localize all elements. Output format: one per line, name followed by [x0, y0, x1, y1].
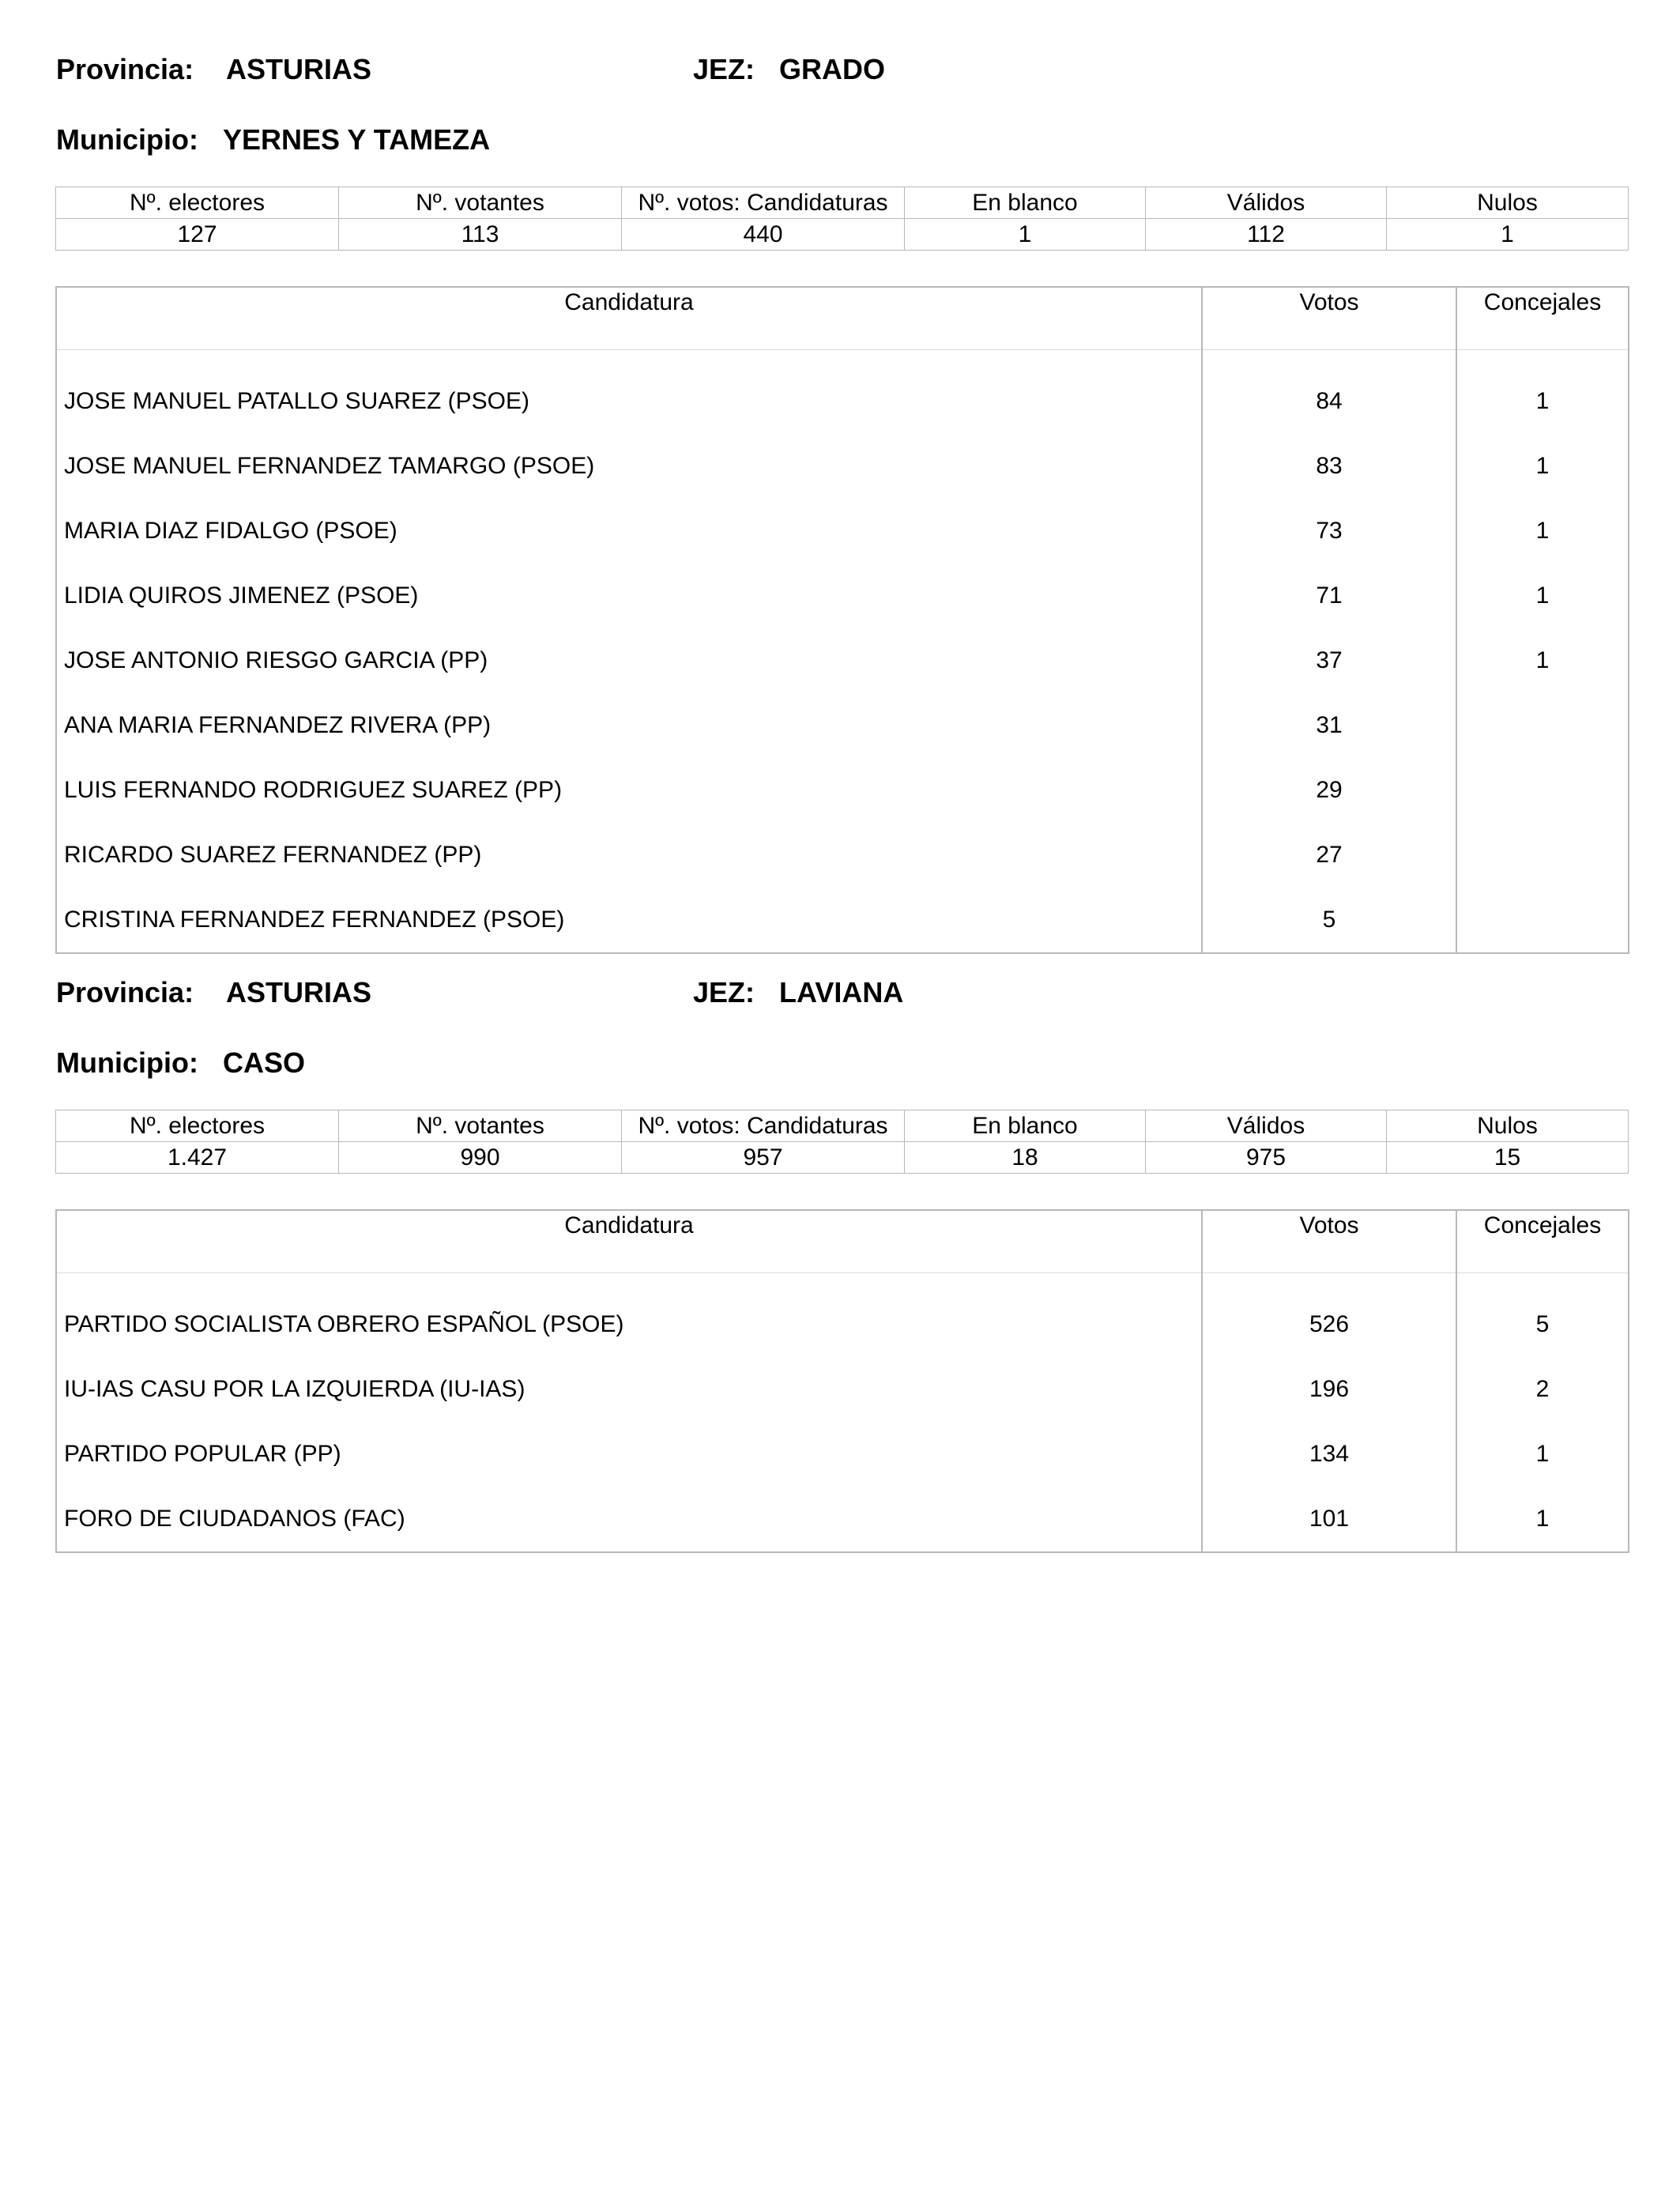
summary-value-cell: 127: [56, 219, 339, 251]
summary-value-cell: 1.427: [56, 1142, 339, 1174]
summary-header-cell: Nº. votantes: [339, 1110, 622, 1142]
spacer-row: [56, 1273, 1629, 1293]
candidate-concejales: 2: [1456, 1357, 1629, 1422]
candidates-table: [55, 286, 1629, 954]
candidate-name: ANA MARIA FERNANDEZ RIVERA (PP): [64, 712, 492, 738]
municipio-value: YERNES Y TAMEZA: [223, 123, 491, 156]
municipio-line: [56, 1046, 1629, 1080]
candidate-votos: 83: [1202, 434, 1456, 499]
candidate-name: FORO DE CIUDADANOS (FAC): [64, 1506, 405, 1532]
summary-value-cell: 975: [1146, 1142, 1387, 1174]
summary-header-cell: En blanco: [905, 187, 1146, 219]
candidate-name: JOSE ANTONIO RIESGO GARCIA (PP): [64, 647, 488, 673]
candidate-name: LUIS FERNANDO RODRIGUEZ SUAREZ (PP): [64, 777, 563, 803]
summary-header-cell: Nº. votantes: [339, 187, 622, 219]
summary-header-cell: Nº. votos: Candidaturas: [622, 1110, 905, 1142]
summary-header-cell: Nº. electores: [56, 1110, 339, 1142]
candidatura-header: Candidatura: [56, 1210, 1202, 1273]
candidate-row: [56, 434, 1629, 499]
candidate-votos: 71: [1202, 564, 1456, 628]
candidate-concejales: 5: [1456, 1292, 1629, 1357]
candidate-name: RICARDO SUAREZ FERNANDEZ (PP): [64, 842, 482, 868]
jez-value: LAVIANA: [779, 976, 904, 1008]
summary-header-cell: Nulos: [1387, 1110, 1629, 1142]
candidates-header-row: [56, 287, 1629, 350]
jez-label: JEZ:: [693, 976, 755, 1008]
candidate-name: CRISTINA FERNANDEZ FERNANDEZ (PSOE): [64, 907, 565, 933]
summary-value-cell: 112: [1146, 219, 1387, 251]
candidate-votos: 27: [1202, 823, 1456, 888]
candidate-row: [56, 888, 1629, 953]
summary-table: [55, 1110, 1629, 1174]
summary-header-cell: En blanco: [905, 1110, 1146, 1142]
candidates-header-row: [56, 1210, 1629, 1273]
candidate-votos: 31: [1202, 693, 1456, 758]
summary-value-cell: 113: [339, 219, 622, 251]
provincia-line: [56, 52, 1629, 87]
provincia-line: [56, 975, 1629, 1010]
candidate-concejales: [1456, 823, 1629, 888]
candidate-votos: 526: [1202, 1292, 1456, 1357]
candidate-concejales: 1: [1456, 434, 1629, 499]
votos-header: Votos: [1202, 287, 1456, 350]
candidate-concejales: 1: [1456, 1422, 1629, 1487]
candidate-row: [56, 1357, 1629, 1422]
candidate-row: [56, 823, 1629, 888]
concejales-header: Concejales: [1456, 1210, 1629, 1273]
candidate-concejales: 1: [1456, 628, 1629, 693]
summary-value-cell: 990: [339, 1142, 622, 1174]
summary-value-cell: 440: [622, 219, 905, 251]
jez-value: GRADO: [779, 53, 885, 85]
candidate-name: PARTIDO SOCIALISTA OBRERO ESPAÑOL (PSOE): [64, 1311, 624, 1337]
candidate-concejales: 1: [1456, 499, 1629, 564]
candidate-name: LIDIA QUIROS JIMENEZ (PSOE): [64, 582, 419, 609]
candidate-votos: 84: [1202, 369, 1456, 434]
summary-header-row: [56, 1110, 1629, 1142]
candidate-name: JOSE MANUEL PATALLO SUAREZ (PSOE): [64, 388, 530, 414]
summary-header-row: [56, 187, 1629, 219]
provincia-label: Provincia:: [56, 53, 194, 85]
candidate-votos: 29: [1202, 758, 1456, 823]
summary-header-cell: Válidos: [1146, 187, 1387, 219]
summary-value-cell: 15: [1387, 1142, 1629, 1174]
candidate-row: [56, 564, 1629, 628]
candidatura-header: Candidatura: [56, 287, 1202, 350]
candidate-votos: 196: [1202, 1357, 1456, 1422]
summary-header-cell: Nº. electores: [56, 187, 339, 219]
provincia-label: Provincia:: [56, 976, 194, 1008]
summary-value-cell: 957: [622, 1142, 905, 1174]
summary-value-cell: 1: [1387, 219, 1629, 251]
candidate-row: [56, 499, 1629, 564]
candidate-concejales: [1456, 888, 1629, 953]
summary-header-cell: Nº. votos: Candidaturas: [622, 187, 905, 219]
municipio-line: [56, 123, 1629, 157]
candidate-name: PARTIDO POPULAR (PP): [64, 1441, 341, 1467]
summary-header-cell: Válidos: [1146, 1110, 1387, 1142]
candidate-name: JOSE MANUEL FERNANDEZ TAMARGO (PSOE): [64, 453, 595, 479]
summary-table: [55, 187, 1629, 251]
candidate-row: [56, 369, 1629, 434]
candidates-table: [55, 1209, 1629, 1553]
summary-header-cell: Nulos: [1387, 187, 1629, 219]
candidate-row: [56, 1487, 1629, 1552]
municipio-value: CASO: [223, 1046, 306, 1079]
candidate-name: IU-IAS CASU POR LA IZQUIERDA (IU-IAS): [64, 1376, 525, 1402]
candidate-name: MARIA DIAZ FIDALGO (PSOE): [64, 518, 397, 544]
candidate-concejales: 1: [1456, 564, 1629, 628]
concejales-header: Concejales: [1456, 287, 1629, 350]
candidate-votos: 37: [1202, 628, 1456, 693]
candidate-votos: 73: [1202, 499, 1456, 564]
candidate-row: [56, 628, 1629, 693]
summary-value-cell: 18: [905, 1142, 1146, 1174]
candidate-concejales: 1: [1456, 1487, 1629, 1552]
municipio-label: Municipio:: [56, 123, 198, 156]
summary-value-row: [56, 1142, 1629, 1174]
summary-value-row: [56, 219, 1629, 251]
candidate-row: [56, 1292, 1629, 1357]
provincia-value: ASTURIAS: [226, 976, 372, 1008]
provincia-value: ASTURIAS: [226, 53, 372, 85]
jez-label: JEZ:: [693, 53, 755, 85]
candidate-row: [56, 758, 1629, 823]
municipio-label: Municipio:: [56, 1046, 198, 1079]
candidate-votos: 134: [1202, 1422, 1456, 1487]
candidate-row: [56, 1422, 1629, 1487]
summary-value-cell: 1: [905, 219, 1146, 251]
candidate-row: [56, 693, 1629, 758]
candidate-votos: 5: [1202, 888, 1456, 953]
votos-header: Votos: [1202, 1210, 1456, 1273]
candidate-concejales: [1456, 693, 1629, 758]
candidate-votos: 101: [1202, 1487, 1456, 1552]
candidate-concejales: [1456, 758, 1629, 823]
candidate-concejales: 1: [1456, 369, 1629, 434]
spacer-row: [56, 350, 1629, 370]
